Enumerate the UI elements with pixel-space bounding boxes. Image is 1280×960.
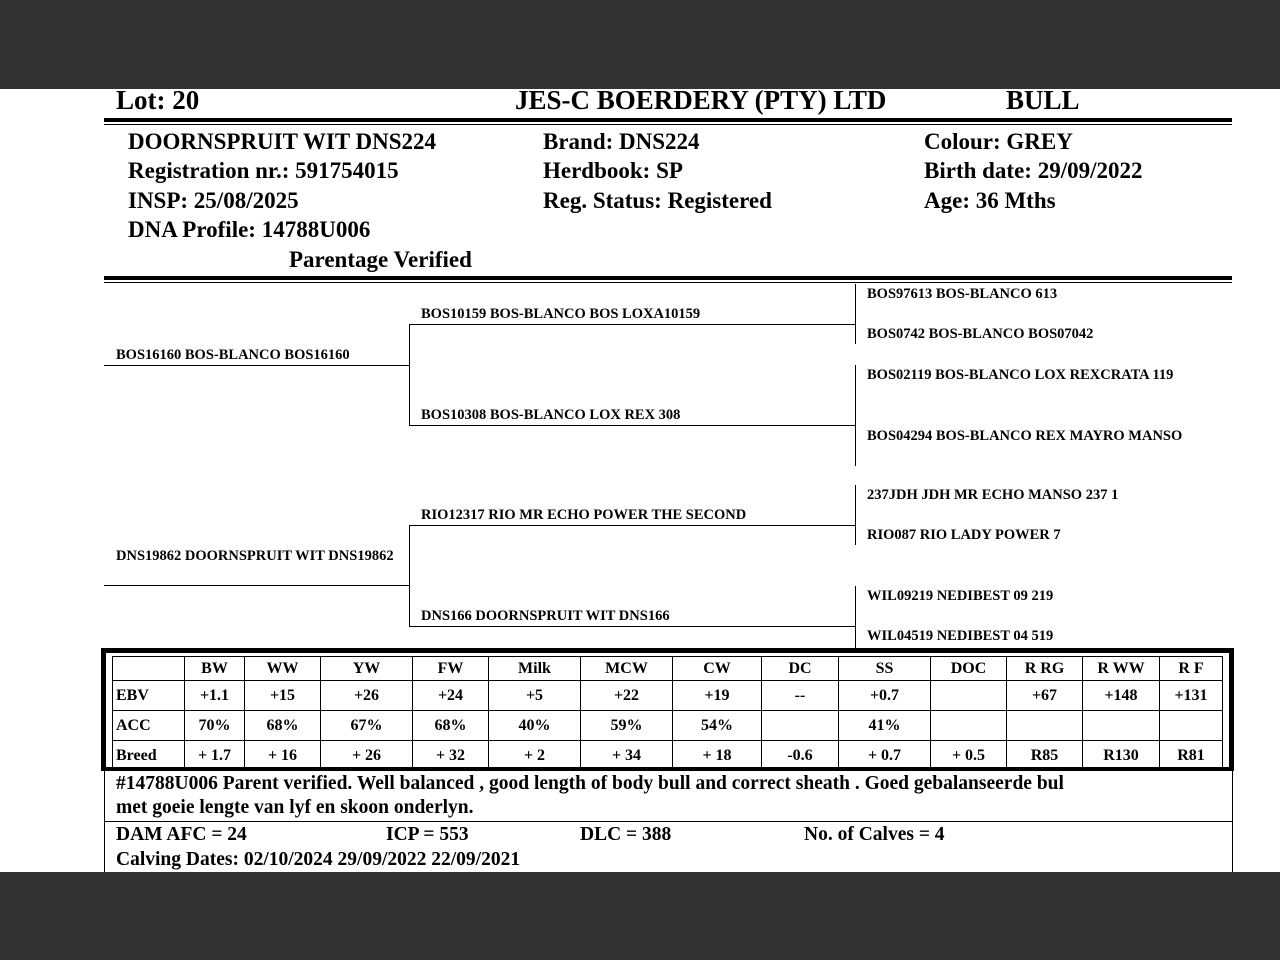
- table-cell: + 16: [245, 741, 321, 771]
- table-cell: [1160, 711, 1223, 741]
- table-cell: +67: [1007, 681, 1083, 711]
- table-cell: R81: [1160, 741, 1223, 771]
- colour: Colour: GREY: [924, 129, 1073, 154]
- comment-line-1: #14788U006 Parent verified. Well balanced , good length of body bull and correct sheath . Goed gebalanseerde bul: [116, 773, 1064, 794]
- dna-profile: DNA Profile: 14788U006: [128, 217, 371, 242]
- header-cell: R RG: [1007, 657, 1083, 681]
- herdbook: Herdbook: SP: [543, 158, 683, 183]
- table-cell: [762, 711, 839, 741]
- table-cell: 40%: [489, 711, 581, 741]
- table-cell: R85: [1007, 741, 1083, 771]
- info-rule-thin: [104, 282, 1232, 283]
- inspection-date: INSP: 25/08/2025: [128, 188, 299, 213]
- breed-row: [113, 741, 1223, 771]
- header-cell: Milk: [489, 657, 581, 681]
- header-cell: R WW: [1083, 657, 1160, 681]
- animal-name: DOORNSPRUIT WIT DNS224: [128, 129, 437, 154]
- table-cell: R130: [1083, 741, 1160, 771]
- table-cell: + 2: [489, 741, 581, 771]
- header-cell: DC: [762, 657, 839, 681]
- table-cell: 68%: [413, 711, 489, 741]
- table-cell: 59%: [581, 711, 673, 741]
- header-cell: YW: [321, 657, 413, 681]
- pedigree-gg-3: BOS02119 BOS-BLANCO LOX REXCRATA 119: [867, 367, 1174, 383]
- pedigree-gg-1: BOS97613 BOS-BLANCO 613: [867, 286, 1058, 302]
- comment-line-2: met goeie lengte van lyf en skoon onderlyn.: [116, 797, 474, 818]
- dam-dam-line: [409, 626, 856, 627]
- dam-bracket: [409, 525, 410, 626]
- table-cell: +0.7: [839, 681, 931, 711]
- table-cell: [931, 711, 1007, 741]
- dam-afc: DAM AFC = 24: [116, 824, 247, 845]
- sire-bracket: [409, 325, 410, 426]
- table-cell: + 34: [581, 741, 673, 771]
- table-cell: +26: [321, 681, 413, 711]
- dam-calves: No. of Calves = 4: [804, 824, 945, 845]
- sire-dam-line: [409, 425, 856, 426]
- ebv-row: [113, 681, 1223, 711]
- table-cell: 70%: [185, 711, 245, 741]
- sire-sire-line: [409, 324, 856, 325]
- table-cell: +131: [1160, 681, 1223, 711]
- registration-number: Registration nr.: 591754015: [128, 158, 399, 183]
- table-cell: + 32: [413, 741, 489, 771]
- table-cell: +1.1: [185, 681, 245, 711]
- dam-dam-bracket: [855, 586, 856, 648]
- table-cell: 41%: [839, 711, 931, 741]
- table-cell: 67%: [321, 711, 413, 741]
- registration-status: Reg. Status: Registered: [543, 188, 772, 213]
- header-cell: MCW: [581, 657, 673, 681]
- ebv-table-box: [101, 648, 1234, 771]
- info-rule-thick: [104, 276, 1232, 280]
- pedigree-gg-2: BOS0742 BOS-BLANCO BOS07042: [867, 326, 1094, 342]
- dam-line: [104, 585, 410, 586]
- table-cell: --: [762, 681, 839, 711]
- table-cell: [1083, 711, 1160, 741]
- header-cell: WW: [245, 657, 321, 681]
- pedigree-dam-sire: RIO12317 RIO MR ECHO POWER THE SECOND: [421, 507, 747, 523]
- header-cell: SS: [839, 657, 931, 681]
- table-cell: +15: [245, 681, 321, 711]
- brand: Brand: DNS224: [543, 129, 700, 154]
- age: Age: 36 Mths: [924, 188, 1056, 213]
- calving-dates: Calving Dates: 02/10/2024 29/09/2022 22/09/2021: [116, 849, 521, 870]
- header-rule-thin: [104, 124, 1232, 125]
- table-cell: + 18: [673, 741, 762, 771]
- ebv-header-row: [113, 657, 1223, 681]
- header-cell: FW: [413, 657, 489, 681]
- row-label: EBV: [113, 681, 185, 711]
- table-cell: +19: [673, 681, 762, 711]
- header-cell: [113, 657, 185, 681]
- pedigree-dam: DNS19862 DOORNSPRUIT WIT DNS19862: [116, 548, 394, 564]
- dam-sire-line: [409, 525, 856, 526]
- lot-number: Lot: 20: [116, 89, 200, 115]
- pedigree-gg-8: WIL04519 NEDIBEST 04 519: [867, 628, 1054, 644]
- header-rule-thick: [104, 118, 1232, 122]
- table-cell: [931, 681, 1007, 711]
- table-cell: + 26: [321, 741, 413, 771]
- row-label: ACC: [113, 711, 185, 741]
- table-cell: [1007, 711, 1083, 741]
- sire-dam-bracket: [855, 365, 856, 466]
- dam-icp: ICP = 553: [386, 824, 469, 845]
- table-cell: +22: [581, 681, 673, 711]
- table-cell: -0.6: [762, 741, 839, 771]
- table-cell: + 0.5: [931, 741, 1007, 771]
- sale-catalogue-sheet: [0, 89, 1280, 872]
- comments-divider: [105, 821, 1233, 822]
- table-cell: +148: [1083, 681, 1160, 711]
- table-cell: + 0.7: [839, 741, 931, 771]
- parentage-status: Parentage Verified: [289, 247, 472, 272]
- header-cell: DOC: [931, 657, 1007, 681]
- comments-box: [104, 771, 1233, 872]
- dam-sire-bracket: [855, 485, 856, 545]
- pedigree-sire-dam: BOS10308 BOS-BLANCO LOX REX 308: [421, 407, 681, 423]
- animal-sex: BULL: [1006, 89, 1080, 115]
- dam-dlc: DLC = 388: [580, 824, 672, 845]
- ebv-table: [112, 656, 1223, 771]
- sire-line: [104, 365, 410, 366]
- table-cell: +24: [413, 681, 489, 711]
- pedigree-gg-5: 237JDH JDH MR ECHO MANSO 237 1: [867, 487, 1119, 503]
- pedigree-gg-7: WIL09219 NEDIBEST 09 219: [867, 588, 1054, 604]
- pedigree-dam-dam: DNS166 DOORNSPRUIT WIT DNS166: [421, 608, 670, 624]
- pedigree-gg-6: RIO087 RIO LADY POWER 7: [867, 527, 1061, 543]
- header-cell: R F: [1160, 657, 1223, 681]
- table-cell: + 1.7: [185, 741, 245, 771]
- acc-row: [113, 711, 1223, 741]
- pedigree-sire-sire: BOS10159 BOS-BLANCO BOS LOXA10159: [421, 306, 701, 322]
- table-cell: 54%: [673, 711, 762, 741]
- birth-date: Birth date: 29/09/2022: [924, 158, 1143, 183]
- row-label: Breed: [113, 741, 185, 771]
- table-cell: +5: [489, 681, 581, 711]
- header-cell: BW: [185, 657, 245, 681]
- pedigree-gg-4: BOS04294 BOS-BLANCO REX MAYRO MANSO: [867, 428, 1183, 444]
- breeder-name: JES-C BOERDERY (PTY) LTD: [515, 89, 887, 115]
- header-cell: CW: [673, 657, 762, 681]
- sire-sire-bracket: [855, 284, 856, 344]
- pedigree-sire: BOS16160 BOS-BLANCO BOS16160: [116, 347, 350, 363]
- table-cell: 68%: [245, 711, 321, 741]
